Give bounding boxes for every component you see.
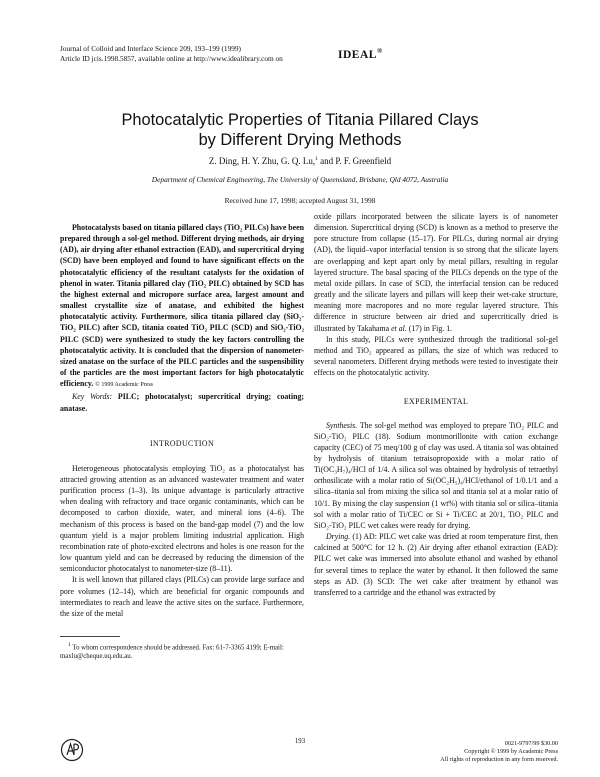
author-list bbox=[60, 156, 540, 166]
synthesis-paragraph bbox=[314, 420, 558, 532]
title-line-1: Photocatalytic Properties of Titania Pillared Clays bbox=[121, 111, 479, 129]
footnote-number: 1 bbox=[68, 642, 71, 648]
publisher-info bbox=[380, 740, 558, 764]
footnote-text: To whom correspondence should be addressed. Fax: 61-7-3365 4199; E-mail: maxlu@cheque.uq.edu.au. bbox=[60, 644, 284, 661]
abstract-text: Photocatalysts based on titania pillared clays (TiO₂ PILCs) have been prepared through a sol-gel method. Different drying methods, air drying (AD), air drying after ethanol extraction (EAD), and supercritical drying (SCD) have been employed and found to have significant effects on the photocatalytic efficiency of the resultant catalysts for the oxidation of phenol in water. Titania pillared clay (TiO₂ PILC) obtained by SCD has the highest external and micropore surface area, largest amount and smallest crystallite size of anatase, and exhibited the highest photocatalytic activity. Furthermore, silica titania pillared clay (SiO₂-TiO₂ PILC) after SCD, titania coated TiO₂ PILC (SCD) and SiO₂-TiO₂ PILC (SCD) were synthesized to study the key factors controlling the photocatalytic activity. It is concluded that the dispersion of nanometer-sized anatase on the surface of the PILC particles and the suspensibility of the particles are the most important factors for high photocatalytic efficiency. bbox=[60, 223, 304, 389]
intro-paragraph-2-continued bbox=[314, 211, 558, 334]
left-column bbox=[60, 222, 304, 619]
intro-para2-end: (17) in Fig. 1. bbox=[406, 323, 453, 333]
abstract bbox=[60, 222, 304, 391]
intro-paragraph-3: In this study, PILCs were synthesized through the traditional sol-gel method and TiO₂ appeared as pillars, the size of which was reduced to several nanometers. Different drying methods were tested to investigate their effects on the photocatalytic activity. bbox=[314, 334, 558, 378]
intro-paragraph-1: Heterogeneous photocatalysis employing TiO₂ as a photocatalyst has attracted growing attention as an advanced wastewater treatment and water purification process (1–3). Its unique advantage is particularly attractive when dealing with refractory and trace organic contaminants, which can be decomposed to carbon dioxide, water, and mineral ions (4–6). The mechanism of this process is based on the band-gap model (7) and the low quantum yield is a major problem limiting industrial application. High recombination rate of photo-excited electrons and holes is one reason for the low quantum yield and can be decreased by reducing the dimension of the semiconductor photocatalyst to nanometer-size (8–11). bbox=[60, 463, 304, 574]
rights-line: All rights of reproduction in any form reserved. bbox=[440, 756, 558, 763]
et-al: et al. bbox=[391, 323, 407, 333]
intro-paragraph-2: It is well known that pillared clays (PILCs) can provide large surface and pore volumes (12–14), which are beneficial for organic compounds and intermediates to reach and leave the active sites on the surface. Furthermore, the size of the metal bbox=[60, 575, 304, 618]
title-line-2: by Different Drying Methods bbox=[198, 131, 402, 149]
intro-para2-cont-text: oxide pillars incorporated between the silicate layers is of nanometer dimension. Supercritical drying (SCD) is known as a method to preserve the pore structure from collapse (15–17). For PILCs, during normal air drying (AD), the liquid–vapor interfacial tension is so strong that the silicate layers are overlapping and kept apart only by metal pillars, resulting in regular layered structure. The basal spacing of the PILCs depends on the type of the metal oxide pillars. In case of SCD, the interfacial tension can be reduced greatly and the silicate layers and pillars will keep their wet-cake structure, meaning more macropores and no more regular layered structure. This difference in structure between air dried and supercritically dried is illustrated by Takahama bbox=[314, 212, 558, 333]
synthesis-label: Synthesis. bbox=[326, 420, 358, 430]
copyright-line: Copyright © 1999 by Academic Press bbox=[464, 748, 558, 755]
ideal-logo: IDEAL® bbox=[338, 47, 383, 61]
academic-press-logo-icon bbox=[60, 738, 84, 762]
keywords-label: Key Words: bbox=[72, 392, 113, 402]
affiliation: Department of Chemical Engineering, The University of Queensland, Brisbane, Qld 4072, Australia bbox=[151, 175, 449, 184]
keywords-text: PILC; photocatalyst; supercritical drying; coating; anatase. bbox=[60, 392, 304, 413]
drying-label: Drying. bbox=[326, 532, 351, 542]
author-names: Z. Ding, H. Y. Zhu, G. Q. Lu, bbox=[208, 156, 316, 166]
experimental-heading: EXPERIMENTAL bbox=[403, 397, 469, 407]
issn-line: 0021-9797/99 $30.00 bbox=[504, 740, 558, 747]
keywords bbox=[60, 391, 304, 413]
drying-paragraph bbox=[314, 531, 558, 598]
footnote-rule bbox=[60, 636, 120, 637]
right-column bbox=[314, 211, 558, 598]
ideal-logo-text: IDEAL bbox=[338, 48, 377, 61]
abstract-copyright: © 1999 Academic Press bbox=[95, 382, 154, 389]
drying-text: (1) AD: PILC wet cake was dried at room temperature first, then calcined at 500°C for 12 h. (2) Air drying after ethanol extraction (EAD): PILC wet cake was immersed into absolute ethanol and washed by ethanol for several times to replace the water by ethanol. It then followed the same steps as AD. (3) SCD: The wet cake after treatment by ethanol was transferred to a cartridge and the ethanol was extracted by bbox=[314, 532, 558, 597]
paper-title bbox=[60, 110, 540, 150]
received-dates: Received June 17, 1998; accepted August 31, 1998 bbox=[224, 196, 376, 205]
footnote-mark: 1 bbox=[315, 156, 318, 162]
introduction-heading: INTRODUCTION bbox=[149, 438, 215, 448]
author-names-tail: and P. F. Greenfield bbox=[317, 156, 392, 166]
footnote bbox=[60, 641, 304, 661]
article-id-line: Article ID jcis.1998.5857, available online at http://www.idealibrary.com on bbox=[60, 53, 283, 63]
synthesis-text: The sol-gel method was employed to prepare TiO₂ PILC and SiO₂-TiO₂ PILC (18). Sodium montmorillonite with cation exchange capacity (CEC) of 75 meq/100 g of clay was used. A titania sol was obtained by hydrolysis of titanium tetraisopropoxide with a molar ratio of Ti(OC₃H₇)₄/HCl of 1/4. A silica sol was obtained by hydrolysis of tetraethyl orthosilicate with a molar ratio of Si(OC₂H₅)₄/HCl/ethanol of 1/0.1/1 and a silica–titania sol from mixing the silica sol and titania sol at a molar ratio of 10/1. By mixing the clay suspension (1 wt%) with titania sol or silica–titania sol with a molar ratio of Ti/CEC or Si + Ti/CEC at 20/1, TiO₂ PILC and SiO₂-TiO₂ PILC wet cakes were ready for drying. bbox=[314, 420, 558, 530]
journal-citation: Journal of Colloid and Interface Science 209, 193–199 (1999) bbox=[60, 44, 241, 53]
page-number: 193 bbox=[294, 738, 306, 745]
